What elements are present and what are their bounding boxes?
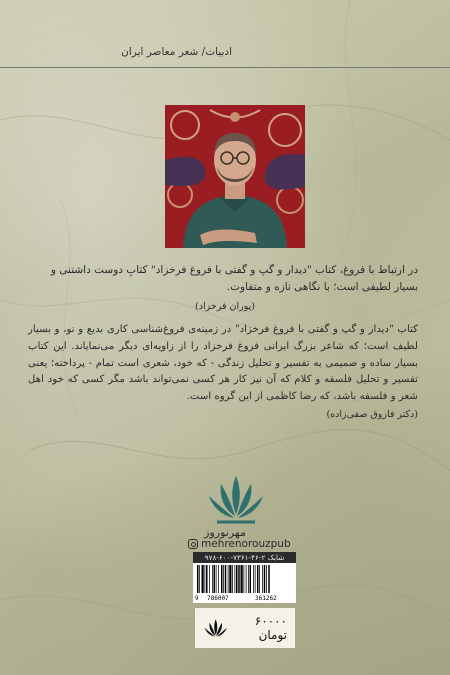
barcode-middle-digits: 786007 [207, 595, 229, 602]
barcode [193, 563, 296, 603]
book-category: ادبیات/ شعر معاصر ایران [121, 46, 232, 58]
barcode-bars [193, 563, 296, 595]
quote-pouran-text: در ارتباط با فروغ، کتاب "دیدار و گپ و گفتی با فروغ فرخزاد" کتابِ دوست داشتنی و بسیار لطیفی است؛ با نگاهی تازه و متفاوت. [50, 264, 418, 293]
instagram-icon [188, 539, 198, 549]
price-tag [195, 608, 295, 648]
quote-safizadeh [28, 322, 418, 424]
instagram-handle: mehrenorouzpub [201, 538, 291, 550]
quote-pouran [32, 262, 418, 315]
price-logo-icon [203, 615, 228, 641]
barcode-left-digit: 9 [195, 595, 199, 602]
quote-safizadeh-text: کتاب "دیدار و گپ و گفتی با فروغ فرخزاد" در زمینه‌ی فروغ‌شناسی کاری بدیع و نو، و بسیار لطیف است؛ که شاعر بزرگ ایرانی فروغ فرخزاد را از زاویه‌ای دیگر می‌نمایاند. این کتاب بسیار ساده و صمیمی به تفسیر و تحلیل زندگی - که خود، شعری است تمام - پرداخته؛ یعنی تفسیر و تحلیل فلسفه و کلام که آن نیز کار هر کسی نمی‌تواند باشد مگر کسی که خود اهل شعر و فلسفه باشد، که رضا کاظمی از این گروه است. [28, 324, 418, 403]
author-photo [165, 105, 305, 248]
category-divider [0, 67, 450, 68]
barcode-right-digits: 361262 [255, 595, 277, 602]
isbn-label: شابک ۲-۴۶-۷۳۶۱-۶۰۰-۹۷۸ [193, 552, 296, 564]
publisher-instagram [188, 538, 291, 550]
publisher-name: مهرنوروز [204, 526, 246, 539]
quote-safizadeh-signature: (دکتر فاروق صفی‌زاده) [326, 408, 418, 420]
publisher-logo-icon [205, 468, 267, 526]
quote-pouran-signature: (پوران فرخزاد) [195, 301, 255, 312]
price-text: ۶۰۰۰۰ تومان [254, 614, 287, 642]
